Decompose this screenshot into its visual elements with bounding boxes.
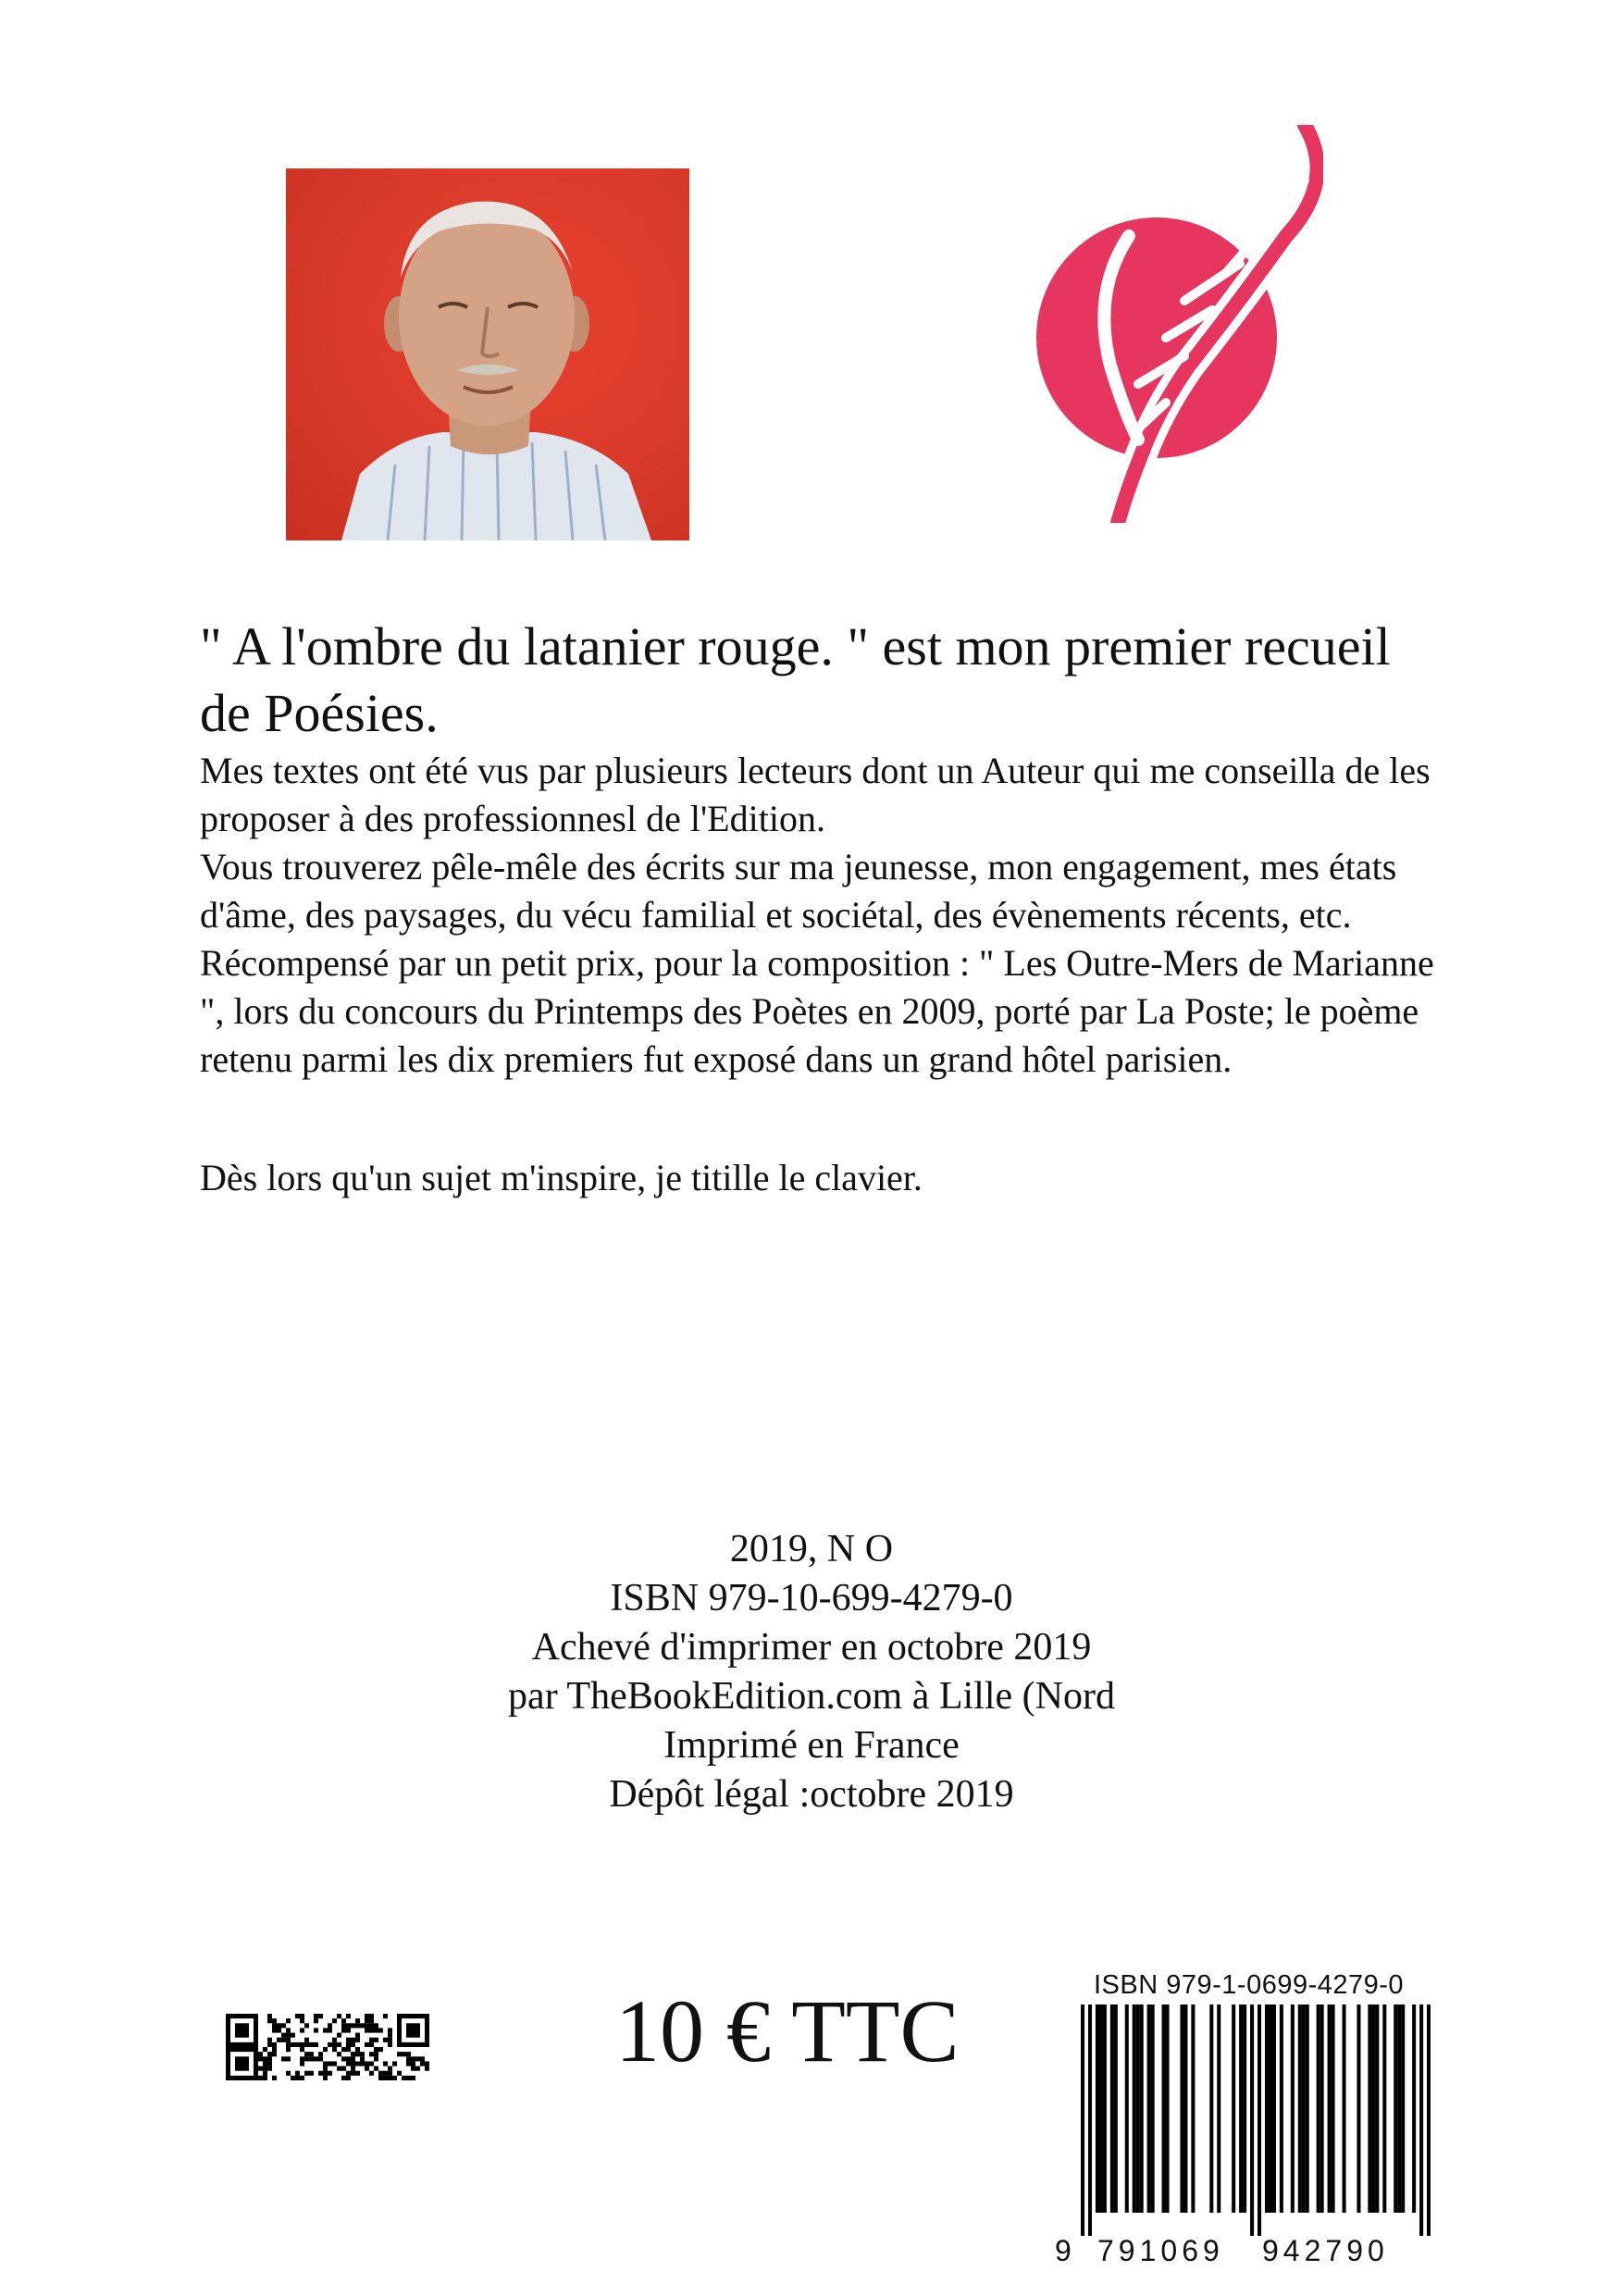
book-description <box>200 614 1440 1289</box>
author-portrait-illustration <box>286 168 689 540</box>
imprint-isbn-line: ISBN 979-10-699-4279-0 <box>610 1577 1013 1620</box>
barcode-bar <box>1291 2004 1295 2213</box>
barcode-digit-first: 9 <box>1055 2234 1076 2267</box>
barcode-bar <box>1166 2004 1170 2213</box>
barcode-bar <box>1147 2004 1151 2213</box>
barcode-bar <box>1357 2004 1360 2213</box>
imprint-block <box>0 1525 1623 1819</box>
barcode-digits-left: 791069 <box>1097 2234 1224 2267</box>
barcode-bar <box>1180 2004 1183 2213</box>
imprint-legal-deposit-line: Dépôt légal :octobre 2019 <box>609 1773 1014 1816</box>
barcode-bar <box>1258 2004 1261 2236</box>
barcode-digits-right: 942790 <box>1262 2234 1389 2267</box>
barcode-bar <box>1298 2004 1302 2213</box>
barcode-bar <box>1140 2004 1144 2213</box>
imprint-printer-line: par TheBookEdition.com à Lille (Nord <box>508 1675 1115 1718</box>
description-lead: " A l'ombre du latanier rouge. " est mon premier recueil de Poésies. <box>200 616 1391 743</box>
barcode-bar <box>1125 2004 1129 2213</box>
barcode-bar <box>1209 2004 1213 2213</box>
barcode-bar <box>1103 2004 1107 2213</box>
description-paragraph-3: Récompensé par un petit prix, pour la composition : " Les Outre-Mers de Marianne ", lors du concours du Printemps des Poètes en 2009, porté par La Poste; le poème retenu parmi les dix premiers fut exposé dans un grand hôtel parisien. <box>200 942 1434 1080</box>
barcode-bar <box>1401 2004 1405 2213</box>
description-paragraph-1: Mes textes ont été vus par plusieurs lecteurs dont un Auteur qui me conseilla de les proposer à des professionnesl de l'Edition. <box>200 750 1431 839</box>
isbn-barcode <box>1055 1969 1431 2271</box>
description-paragraph-2: Vous trouverez pêle-mêle des écrits sur ma jeunesse, mon engagement, mes états d'âme, des paysages, du vécu familial et sociétal, des évènements récents, etc. <box>200 846 1397 936</box>
barcode-bar <box>1397 2004 1401 2213</box>
barcode-bar <box>1183 2004 1187 2213</box>
description-paragraph-4: Dès lors qu'un sujet m'inspire, je titille le clavier. <box>200 1157 923 1198</box>
barcode-bar <box>1081 2004 1084 2236</box>
barcode-bar <box>1136 2004 1140 2213</box>
barcode-bar <box>1110 2004 1114 2213</box>
barcode-bars <box>1081 2004 1431 2236</box>
barcode-bar <box>1371 2004 1375 2213</box>
barcode-isbn-label: ISBN 979-1-0699-4279-0 <box>1094 1970 1405 2000</box>
barcode-bar <box>1239 2004 1243 2213</box>
barcode-bar <box>1280 2004 1283 2213</box>
barcode-bar <box>1243 2004 1246 2213</box>
barcode-bar <box>1317 2004 1320 2213</box>
barcode-bar <box>1269 2004 1272 2213</box>
barcode-bar <box>1343 2004 1346 2213</box>
author-photo <box>286 168 689 540</box>
barcode-bar <box>1320 2004 1324 2213</box>
barcode-bar <box>1162 2004 1166 2213</box>
barcode-bar <box>1306 2004 1309 2213</box>
imprint-printed-line: Achevé d'imprimer en octobre 2019 <box>531 1626 1092 1669</box>
imprint-country-line: Imprimé en France <box>663 1724 960 1767</box>
barcode-bar <box>1217 2004 1220 2213</box>
barcode-bar <box>1375 2004 1379 2213</box>
barcode-bar <box>1302 2004 1306 2213</box>
barcode-bar <box>1250 2004 1254 2236</box>
barcode-bar <box>1382 2004 1386 2213</box>
barcode-icon <box>1081 2004 1431 2236</box>
barcode-bar <box>1151 2004 1155 2213</box>
barcode-bar <box>1096 2004 1099 2213</box>
qr-code <box>226 2014 429 2080</box>
barcode-bar <box>1368 2004 1371 2213</box>
feather-quill-icon <box>1027 125 1323 523</box>
barcode-bar <box>1133 2004 1136 2213</box>
qr-code-icon <box>226 2014 429 2080</box>
barcode-bar <box>1394 2004 1397 2213</box>
barcode-bar <box>1232 2004 1235 2213</box>
barcode-bar <box>1265 2004 1269 2213</box>
publisher-logo <box>1027 125 1323 523</box>
barcode-bar <box>1114 2004 1118 2213</box>
barcode-bar <box>1332 2004 1335 2213</box>
barcode-bar <box>1099 2004 1103 2213</box>
barcode-bar <box>1412 2004 1416 2213</box>
barcode-bar <box>1088 2004 1092 2236</box>
barcode-bar <box>1427 2004 1431 2236</box>
barcode-bar <box>1191 2004 1195 2213</box>
barcode-bar <box>1272 2004 1276 2213</box>
barcode-bar <box>1328 2004 1332 2213</box>
barcode-bar <box>1419 2004 1423 2236</box>
price-label: 10 € TTC <box>615 1981 960 2080</box>
imprint-year-line: 2019, N O <box>729 1528 894 1570</box>
